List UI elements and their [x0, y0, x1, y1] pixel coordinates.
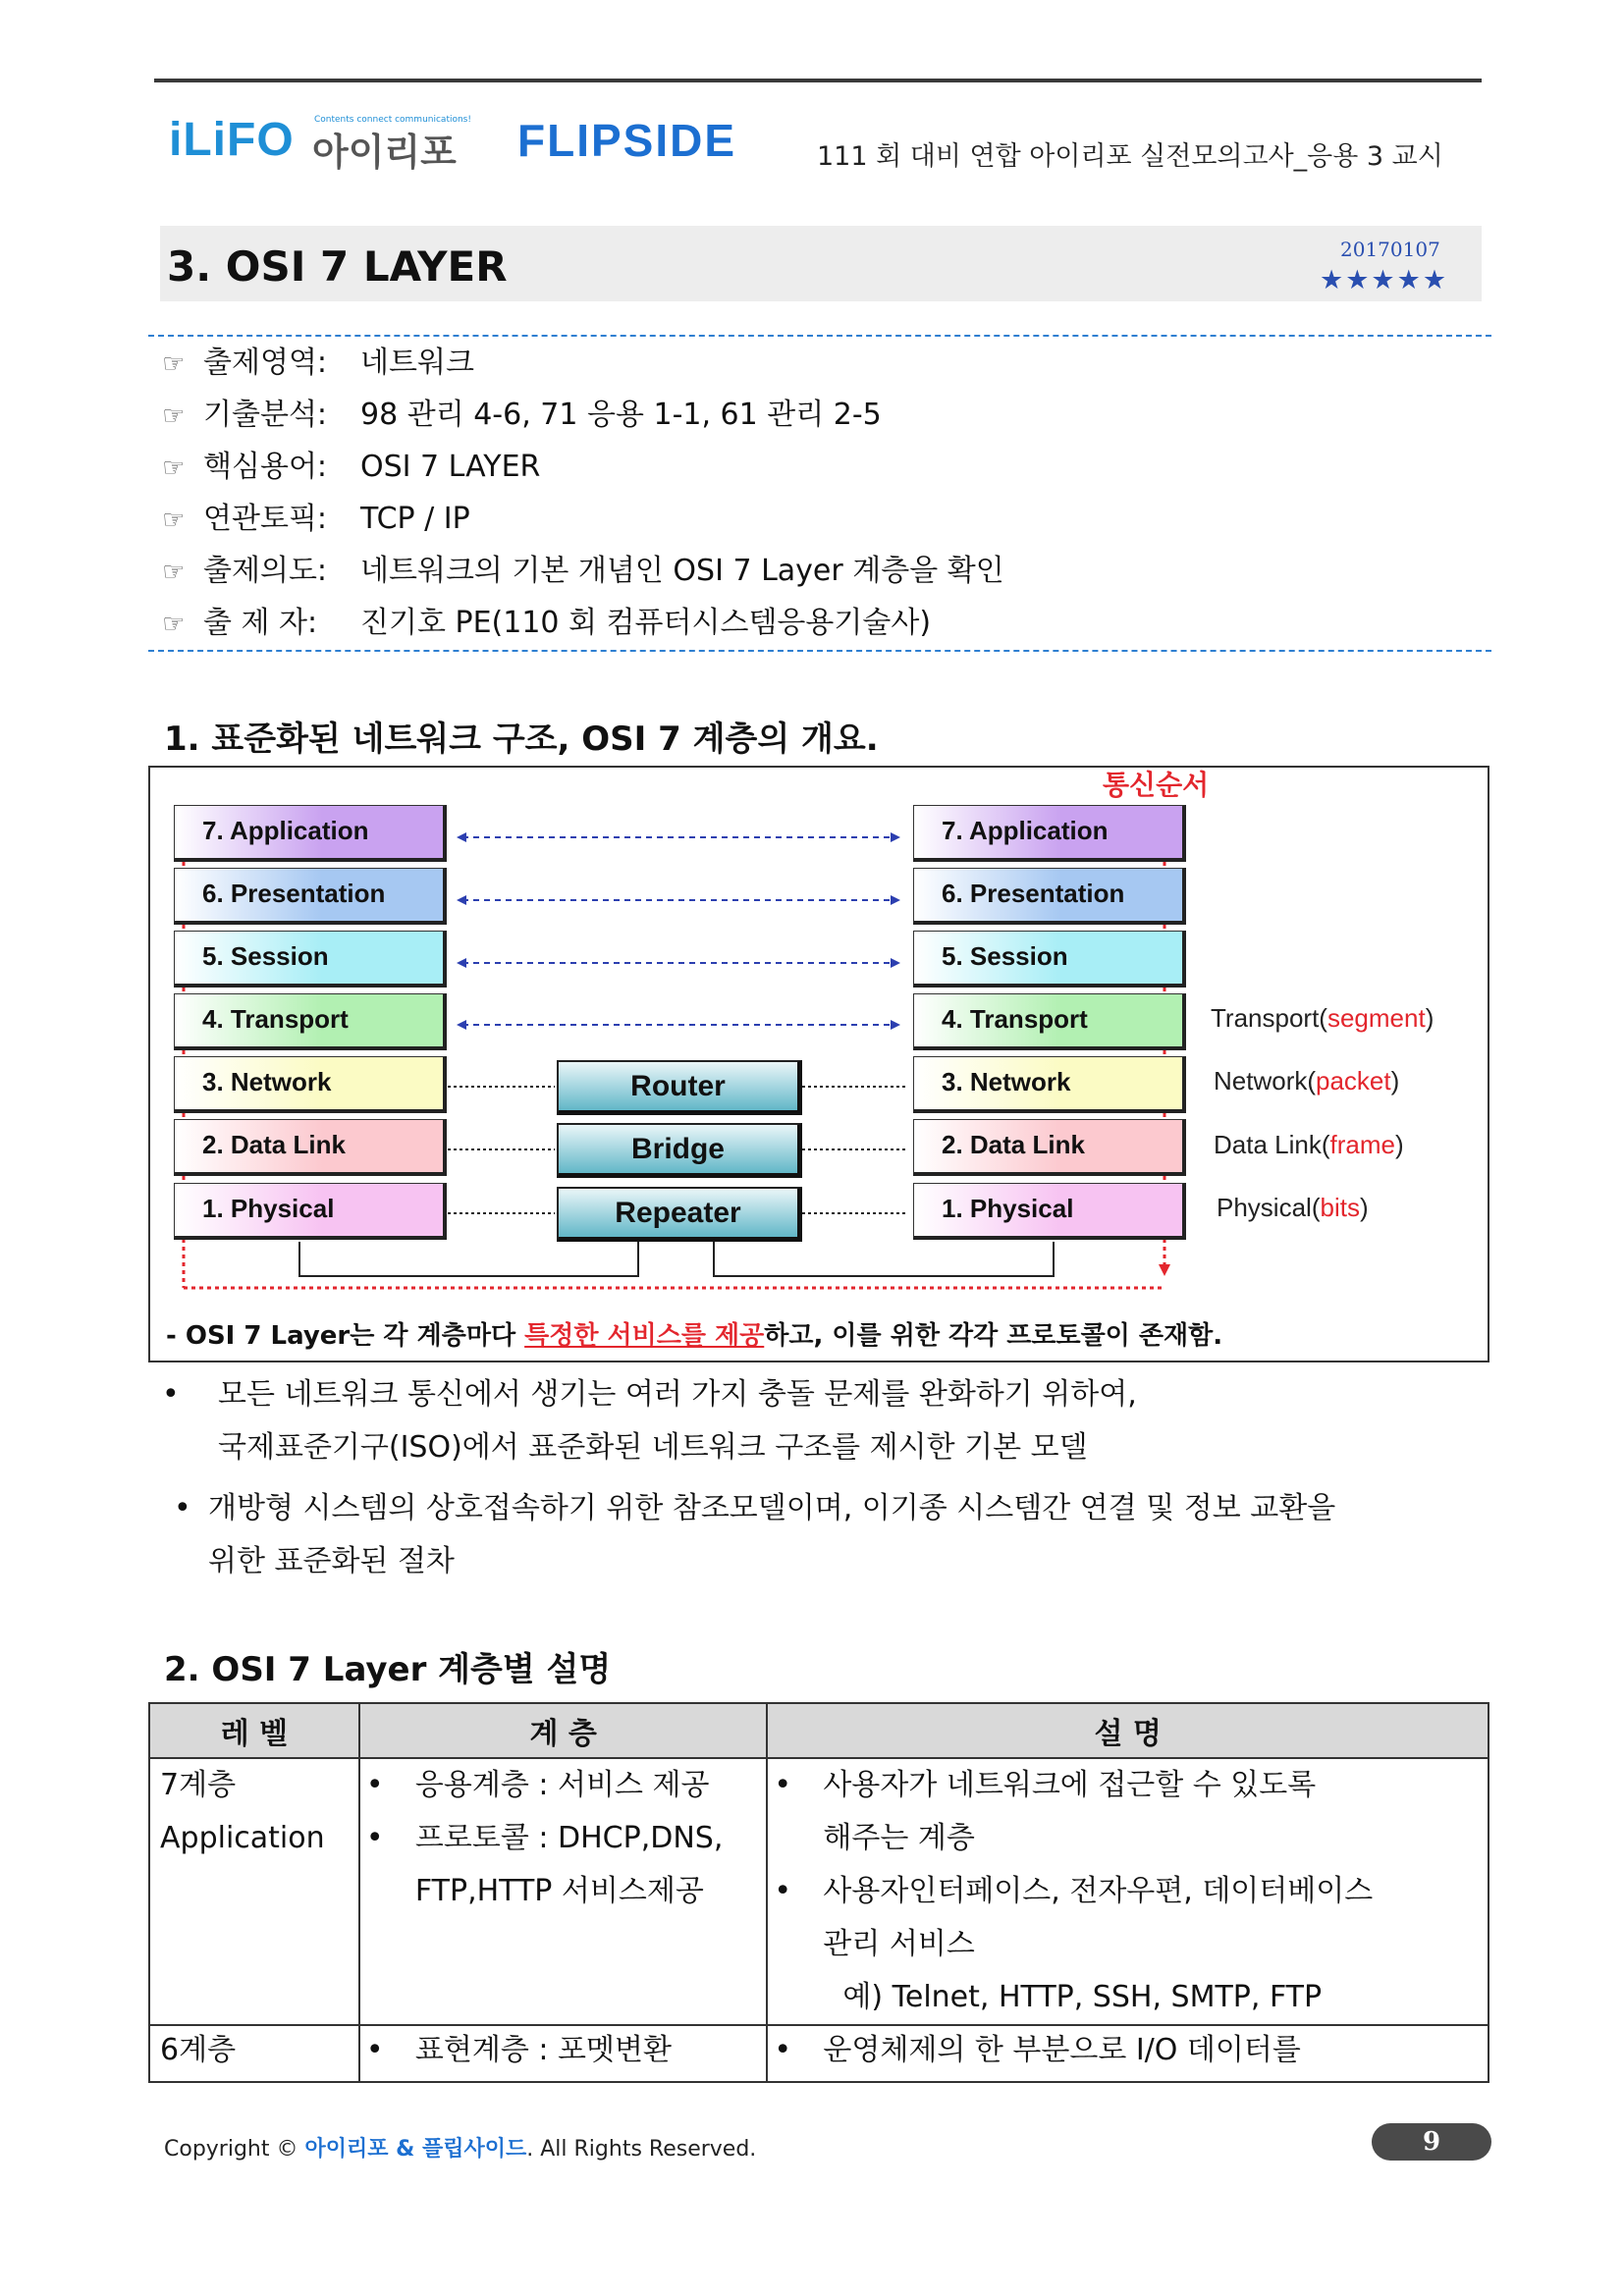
level-name: Application: [160, 1821, 325, 1855]
meta-value: 네트워크의 기본 개념인 OSI 7 Layer 계층을 확인: [360, 554, 1004, 588]
description-text: 사용자가 네트워크에 접근할 수 있도록: [823, 1768, 1317, 1802]
pdu-close: ): [1359, 1193, 1369, 1222]
meta-value: 98 관리 4-6, 71 응용 1-1, 61 관리 2-5: [360, 398, 882, 432]
meta-label: 핵심용어:: [203, 450, 328, 484]
bullet-line: 모든 네트워크 통신에서 생기는 여러 가지 충돌 문제를 완화하기 위하여,: [218, 1377, 1137, 1412]
level-cell: [149, 2025, 359, 2082]
meta-label: 출 제 자:: [203, 606, 318, 640]
description-text: 해주는 계층: [823, 1821, 975, 1855]
description-cell: [767, 1758, 1489, 2025]
left-layer-session: 5. Session: [174, 931, 447, 988]
layer-bullet: [360, 1812, 767, 1865]
right-layer-physical: 1. Physical: [913, 1183, 1186, 1240]
right-layer-network: 3. Network: [913, 1056, 1186, 1113]
flipside-logo: FLIPSIDE: [517, 115, 737, 166]
left-layer-physical: 1. Physical: [174, 1183, 447, 1240]
pdu-close: ): [1394, 1130, 1404, 1159]
meta-label: 기출분석:: [203, 398, 328, 432]
copyright-post: . All Rights Reserved.: [526, 2137, 757, 2162]
description-bullet-cont: [768, 1812, 1488, 1865]
overview-heading: 1. 표준화된 네트워크 구조, OSI 7 계층의 개요.: [164, 720, 879, 759]
bullet-line: 국제표준기구(ISO)에서 표준화된 네트워크 구조를 제시한 기본 모델: [218, 1430, 1088, 1465]
header-title: 111 회 대비 연합 아이리포 실전모의고사_응용 3 교시: [817, 141, 1443, 172]
header-rule: [154, 79, 1482, 82]
bullet-dot: •: [365, 1768, 384, 1802]
communication-order-label: 통신순서: [1103, 769, 1210, 801]
right-layer-application: 7. Application: [913, 805, 1186, 862]
caption-highlight: 특정한 서비스를 제공: [524, 1321, 765, 1351]
layer-text: FTP,HTTP 서비스제공: [414, 1874, 704, 1908]
copyright-pre: Copyright ©: [164, 2137, 305, 2162]
osi-diagram: [148, 766, 1489, 1362]
left-layer-presentation: 6. Presentation: [174, 868, 447, 925]
layer-bullet: [360, 1759, 767, 1812]
bridge-device: Bridge: [557, 1123, 802, 1178]
bullet-line: 위한 표준화된 절차: [208, 1544, 455, 1578]
pdu-name: Network(: [1214, 1066, 1317, 1095]
layer-text: 프로토콜 : DHCP,DNS,: [414, 1821, 724, 1855]
description-bullet: [768, 2026, 1488, 2075]
table-row: [149, 1758, 1489, 2025]
bullet-dot: •: [774, 1768, 792, 1802]
bullet-dot: •: [365, 1821, 384, 1855]
layer-table: [148, 1702, 1489, 2083]
left-layer-application: 7. Application: [174, 805, 447, 862]
pdu-network: [1214, 1066, 1399, 1096]
level-number: 6계층: [160, 2033, 237, 2067]
description-bullet-cont: [768, 1918, 1488, 1971]
bullet-dot: •: [774, 2033, 792, 2067]
pointing-hand-icon: ☞: [162, 610, 186, 639]
pdu-close: ): [1390, 1066, 1400, 1095]
pdu-name: Physical(: [1217, 1193, 1321, 1222]
meta-value: TCP / IP: [360, 502, 470, 536]
right-layer-transport: 4. Transport: [913, 993, 1186, 1050]
bullet-dot: •: [774, 1874, 792, 1908]
pointing-hand-icon: ☞: [162, 349, 186, 379]
description-text: 사용자인터페이스, 전자우편, 데이터베이스: [823, 1874, 1374, 1908]
pdu-unit: bits: [1320, 1193, 1360, 1222]
left-layer-data-link: 2. Data Link: [174, 1119, 447, 1176]
meta-value: 진기호 PE(110 회 컴퓨터시스템응용기술사): [360, 606, 932, 640]
meta-row: [162, 604, 932, 643]
page-number: 9: [1372, 2123, 1491, 2161]
repeater-device: Repeater: [557, 1187, 802, 1242]
description-example: [768, 1971, 1488, 2024]
difficulty-stars: ★★★★★: [1320, 265, 1449, 295]
layer-bullet-cont: [360, 1865, 767, 1918]
meta-value: OSI 7 LAYER: [360, 450, 541, 484]
layer-text: 표현계층 : 포멧변환: [414, 2033, 672, 2067]
header-level: 레 벨: [149, 1703, 359, 1758]
bullet-line: 개방형 시스템의 상호접속하기 위한 참조모델이며, 이기종 시스템간 연결 및 정보 교환을: [208, 1491, 1336, 1525]
description-text: 관리 서비스: [823, 1927, 975, 1961]
layer-text: 응용계층 : 서비스 제공: [414, 1768, 710, 1802]
section-title: 3. OSI 7 LAYER: [167, 242, 508, 291]
pdu-unit: segment: [1326, 1003, 1426, 1033]
description-bullet: [768, 1759, 1488, 1812]
caption-pre: - OSI 7 Layer는 각 계층마다: [166, 1321, 525, 1351]
overview-bullet: [162, 1482, 1478, 1588]
right-layer-session: 5. Session: [913, 931, 1186, 988]
meta-label: 출제영역:: [203, 346, 328, 380]
meta-divider-top: [148, 335, 1491, 337]
right-layer-data-link: 2. Data Link: [913, 1119, 1186, 1176]
pdu-close: ): [1425, 1003, 1435, 1033]
pointing-hand-icon: ☞: [162, 506, 186, 535]
meta-row: [162, 448, 541, 487]
pointing-hand-icon: ☞: [162, 558, 186, 587]
ilifo-logo: iLiFO: [169, 114, 295, 166]
description-bullet: [768, 1865, 1488, 1918]
layer-cell: [359, 1758, 768, 2025]
layer-bullet: [360, 2026, 767, 2075]
copyright-brand: 아이리포 & 플립사이드: [304, 2137, 527, 2162]
description-text: 예) Telnet, HTTP, SSH, SMTP, FTP: [842, 1980, 1323, 2014]
footer-copyright: [164, 2132, 756, 2163]
level-cell: [149, 1758, 359, 2025]
ilifo-logo-korean: 아이리포: [312, 131, 457, 174]
router-device: Router: [557, 1060, 802, 1115]
bullet-dot: •: [365, 2033, 384, 2067]
left-layer-transport: 4. Transport: [174, 993, 447, 1050]
diagram-caption: [166, 1315, 1222, 1352]
meta-row: [162, 500, 470, 539]
header-layer: 계 층: [359, 1703, 768, 1758]
meta-row: [162, 396, 882, 435]
pointing-hand-icon: ☞: [162, 454, 186, 483]
left-layer-network: 3. Network: [174, 1056, 447, 1113]
meta-value: 네트워크: [360, 346, 474, 380]
pdu-unit: packet: [1316, 1066, 1391, 1095]
overview-bullet: [162, 1368, 1478, 1474]
pdu-physical: [1217, 1193, 1369, 1223]
pdu-name: Transport(: [1211, 1003, 1327, 1033]
meta-divider-bottom: [148, 650, 1491, 652]
pointing-hand-icon: ☞: [162, 401, 186, 431]
caption-post: 하고, 이를 위한 각각 프로토콜이 존재함.: [764, 1321, 1223, 1351]
header-description: 설 명: [767, 1703, 1489, 1758]
section-date: 20170107: [1340, 238, 1440, 261]
bullet-dot: •: [162, 1377, 180, 1412]
meta-label: 연관토픽:: [203, 502, 328, 536]
table-header-row: [149, 1703, 1489, 1758]
layer-description-heading: 2. OSI 7 Layer 계층별 설명: [164, 1650, 612, 1689]
meta-row: [162, 344, 474, 383]
right-layer-presentation: 6. Presentation: [913, 868, 1186, 925]
pdu-unit: frame: [1329, 1130, 1395, 1159]
pdu-name: Data Link(: [1214, 1130, 1330, 1159]
pdu-data-link: [1214, 1130, 1404, 1160]
logo-tagline: Contents connect communications!: [314, 115, 471, 125]
bullet-dot: •: [174, 1491, 191, 1525]
level-number: 7계층: [160, 1768, 237, 1802]
description-cell: [767, 2025, 1489, 2082]
meta-label: 출제의도:: [203, 554, 328, 588]
description-text: 운영체제의 한 부분으로 I/O 데이터를: [823, 2033, 1301, 2067]
table-row: [149, 2025, 1489, 2082]
pdu-transport: [1211, 1003, 1434, 1034]
meta-row: [162, 552, 1004, 591]
layer-cell: [359, 2025, 768, 2082]
